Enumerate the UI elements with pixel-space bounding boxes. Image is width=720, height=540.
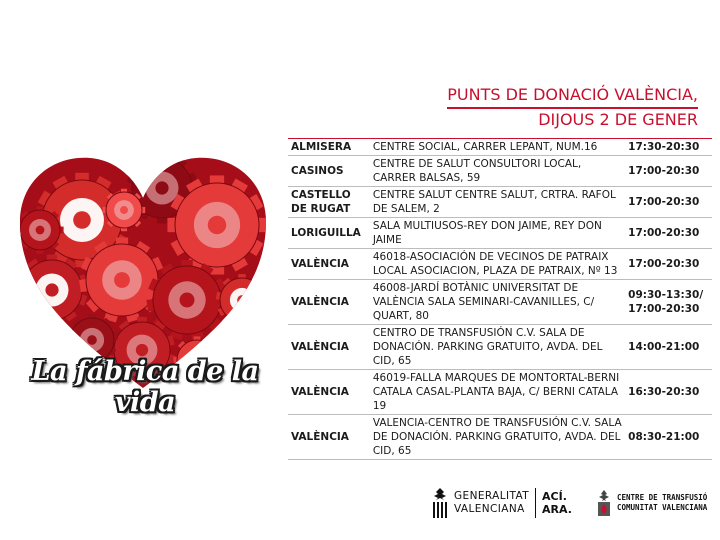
schedule-city-cell: ALMISERA [288,139,370,156]
schedule-time-cell: 17:00-20:30 [625,249,712,280]
title-line-2: DIJOUS 2 DE GENER [538,110,698,129]
schedule-time-cell: 17:00-20:30 [625,218,712,249]
footer-logos [430,486,715,530]
transfusion-crest-icon [594,488,614,518]
table-row [288,325,712,370]
gva-line-1: GENERALITAT [454,490,530,502]
bat-crest-icon [430,486,450,520]
schedule-time-cell: 09:30-13:30/ 17:00-20:30 [625,280,712,325]
centre-transfusio-logo [594,488,707,518]
schedule-city-cell: LORIGUILLA [288,218,370,249]
slogan-text: La fábrica de la vida [31,356,259,418]
schedule-time-cell: 17:30-20:30 [625,139,712,156]
schedule-place-cell: SALA MULTIUSOS-REY DON JAIME, REY DON JAIME [370,218,625,249]
gear-shape [103,189,145,231]
page-title [447,84,698,131]
schedule-place-cell: CENTRE DE SALUT CONSULTORI LOCAL, CARRER BALSAS, 59 [370,156,625,187]
table-row [288,370,712,415]
schedule-time-cell: 14:00-21:00 [625,325,712,370]
schedule-city-cell: VALÈNCIA [288,249,370,280]
schedule-place-cell: CENTRE SOCIAL, CARRER LEPANT, NUM.16 [370,139,625,156]
table-row [288,280,712,325]
donation-schedule-table [288,138,712,460]
table-row [288,218,712,249]
schedule-time-cell: 17:00-20:30 [625,187,712,218]
aci-ara-logo [542,490,572,516]
table-row [288,415,712,460]
schedule-city-cell: VALÈNCIA [288,370,370,415]
schedule-place-cell: CENTRE SALUT CENTRE SALUT, CRTRA. RAFOL DE SALEM, 2 [370,187,625,218]
table-row [288,139,712,156]
gva-line-2: VALENCIANA [454,503,525,515]
generalitat-logo [430,486,572,520]
schedule-time-cell: 16:30-20:30 [625,370,712,415]
schedule-city-cell: VALÈNCIA [288,415,370,460]
schedule-city-cell: VALÈNCIA [288,280,370,325]
table-row [288,249,712,280]
schedule-place-cell: 46019-FALLA MARQUES DE MONTORTAL-BERNI CATALA CASAL-PLANTA BAJA, C/ BERNI CATALA 19 [370,370,625,415]
ctcv-line-1: CENTRE DE TRANSFUSIÓ [617,493,708,502]
aci-line-1: ACÍ. [542,490,567,503]
schedule-city-cell: CASINOS [288,156,370,187]
title-line-1: PUNTS DE DONACIÓ VALÈNCIA, [447,84,698,109]
ctcv-line-2: COMUNITAT VALENCIANA [617,503,708,512]
schedule-time-cell: 17:00-20:30 [625,156,712,187]
schedule-place-cell: CENTRO DE TRANSFUSIÓN C.V. SALA DE DONACIÓN. PARKING GRATUITO, AVDA. DEL CID, 65 [370,325,625,370]
table-row [288,156,712,187]
table-row [288,187,712,218]
schedule-time-cell: 08:30-21:00 [625,415,712,460]
schedule-place-cell: VALENCIA-CENTRO DE TRANSFUSIÓN C.V. SALA DE DONACIÓN. PARKING GRATUITO, AVDA. DEL CID, 65 [370,415,625,460]
schedule-city-cell: CASTELLO DE RUGAT [288,187,370,218]
gear-shape [16,206,63,253]
schedule-place-cell: 46018-ASOCIACIÓN DE VECINOS DE PATRAIX LOCAL ASOCIACION, PLAZA DE PATRAIX, Nº 13 [370,249,625,280]
logo-divider [535,488,536,518]
schedule-city-cell: VALÈNCIA [288,325,370,370]
schedule-place-cell: 46008-JARDÍ BOTÀNIC UNIVERSITAT DE VALÈNCIA SALA SEMINARI-CAVANILLES, C/ QUART, 80 [370,280,625,325]
aci-line-2: ARA. [542,503,572,516]
